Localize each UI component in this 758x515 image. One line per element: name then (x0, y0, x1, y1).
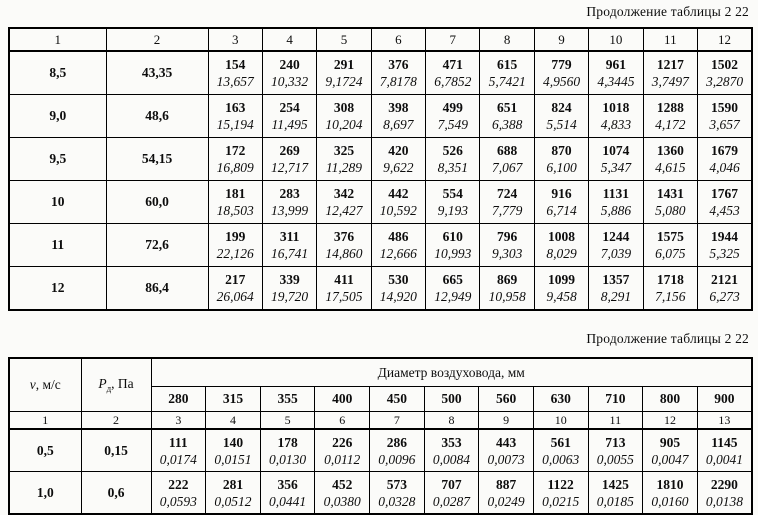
flow-loss-cell: 217 26,064 (208, 267, 262, 311)
diameter-header-cell: 280 (151, 387, 206, 412)
velocity-cell: 10 (9, 181, 106, 224)
diameter-header-cell: 630 (533, 387, 588, 412)
flow-loss-cell: 2121 6,273 (698, 267, 752, 311)
column-number-cell: 12 (643, 412, 698, 430)
flow-loss-cell: 376 14,860 (317, 224, 371, 267)
column-number-cell: 3 (151, 412, 206, 430)
pressure-cell: 0,6 (81, 472, 151, 515)
flow-loss-cell: 353 0,0084 (424, 429, 479, 472)
column-number-cell: 11 (643, 28, 697, 51)
flow-loss-cell: 554 9,193 (426, 181, 480, 224)
pressure-cell: 86,4 (106, 267, 208, 311)
column-number-row (9, 28, 752, 51)
table1-data-row (9, 138, 752, 181)
duct-table-lower (8, 357, 753, 515)
flow-loss-cell: 199 22,126 (208, 224, 262, 267)
column-number-cell: 4 (206, 412, 261, 430)
flow-loss-cell: 779 4,9560 (534, 51, 588, 95)
table2-data-row (9, 429, 752, 472)
column-number-cell: 8 (424, 412, 479, 430)
flow-loss-cell: 339 19,720 (262, 267, 316, 311)
flow-loss-cell: 1575 6,075 (643, 224, 697, 267)
flow-loss-cell: 573 0,0328 (370, 472, 425, 515)
flow-loss-cell: 398 8,697 (371, 95, 425, 138)
table-continuation-caption-2: Продолжение таблицы 2 22 (586, 331, 749, 346)
flow-loss-cell: 452 0,0380 (315, 472, 370, 515)
pressure-cell: 54,15 (106, 138, 208, 181)
flow-loss-cell: 269 12,717 (262, 138, 316, 181)
column-number-cell: 5 (260, 412, 315, 430)
table-continuation-caption-1: Продолжение таблицы 2 22 (586, 4, 749, 19)
duct-table-upper (8, 27, 753, 311)
flow-loss-cell: 442 10,592 (371, 181, 425, 224)
column-number-cell: 2 (106, 28, 208, 51)
diameter-span-header: Диаметр воздуховода, мм (151, 358, 752, 387)
column-number-cell: 3 (208, 28, 262, 51)
flow-loss-cell: 713 0,0055 (588, 429, 643, 472)
flow-loss-cell: 824 5,514 (534, 95, 588, 138)
pressure-cell: 43,35 (106, 51, 208, 95)
flow-loss-cell: 651 6,388 (480, 95, 534, 138)
velocity-cell: 1,0 (9, 472, 81, 515)
flow-loss-cell: 530 14,920 (371, 267, 425, 311)
column-number-cell: 4 (262, 28, 316, 51)
flow-loss-cell: 283 13,999 (262, 181, 316, 224)
table1-data-row (9, 95, 752, 138)
velocity-symbol: v (29, 377, 36, 392)
flow-loss-cell: 870 6,100 (534, 138, 588, 181)
table1-data-row (9, 181, 752, 224)
flow-loss-cell: 222 0,0593 (151, 472, 206, 515)
flow-loss-cell: 1357 8,291 (589, 267, 643, 311)
flow-loss-cell: 526 8,351 (426, 138, 480, 181)
table1-data-row (9, 51, 752, 95)
pressure-subscript: д (106, 383, 112, 394)
flow-loss-cell: 1718 7,156 (643, 267, 697, 311)
flow-loss-cell: 325 11,289 (317, 138, 371, 181)
flow-loss-cell: 281 0,0512 (206, 472, 261, 515)
column-number-cell: 7 (370, 412, 425, 430)
velocity-cell: 8,5 (9, 51, 106, 95)
column-number-cell: 12 (698, 28, 752, 51)
flow-loss-cell: 724 7,779 (480, 181, 534, 224)
flow-loss-cell: 1590 3,657 (698, 95, 752, 138)
flow-loss-cell: 688 7,067 (480, 138, 534, 181)
column-number-cell: 10 (589, 28, 643, 51)
flow-loss-cell: 2290 0,0138 (697, 472, 752, 515)
flow-loss-cell: 376 7,8178 (371, 51, 425, 95)
flow-loss-cell: 561 0,0063 (533, 429, 588, 472)
velocity-cell: 9,5 (9, 138, 106, 181)
flow-loss-cell: 1425 0,0185 (588, 472, 643, 515)
pressure-cell: 0,15 (81, 429, 151, 472)
flow-loss-cell: 1944 5,325 (698, 224, 752, 267)
flow-loss-cell: 443 0,0073 (479, 429, 534, 472)
flow-loss-cell: 181 18,503 (208, 181, 262, 224)
table2-body (9, 358, 752, 514)
column-number-cell: 11 (588, 412, 643, 430)
flow-loss-cell: 178 0,0130 (260, 429, 315, 472)
flow-loss-cell: 420 9,622 (371, 138, 425, 181)
flow-loss-cell: 916 6,714 (534, 181, 588, 224)
flow-loss-cell: 1122 0,0215 (533, 472, 588, 515)
flow-loss-cell: 610 10,993 (426, 224, 480, 267)
flow-loss-cell: 615 5,7421 (480, 51, 534, 95)
column-number-cell: 6 (371, 28, 425, 51)
velocity-cell: 9,0 (9, 95, 106, 138)
flow-loss-cell: 1679 4,046 (698, 138, 752, 181)
flow-loss-cell: 311 16,741 (262, 224, 316, 267)
column-number-cell: 9 (479, 412, 534, 430)
flow-loss-cell: 707 0,0287 (424, 472, 479, 515)
flow-loss-cell: 1431 5,080 (643, 181, 697, 224)
flow-loss-cell: 1767 4,453 (698, 181, 752, 224)
flow-loss-cell: 905 0,0047 (643, 429, 698, 472)
diameter-header-cell: 400 (315, 387, 370, 412)
flow-loss-cell: 163 15,194 (208, 95, 262, 138)
flow-loss-cell: 961 4,3445 (589, 51, 643, 95)
table2-header-row (9, 358, 752, 387)
pressure-header-cell (81, 358, 151, 412)
velocity-cell: 11 (9, 224, 106, 267)
flow-loss-cell: 140 0,0151 (206, 429, 261, 472)
flow-loss-cell: 1288 4,172 (643, 95, 697, 138)
flow-loss-cell: 869 10,958 (480, 267, 534, 311)
flow-loss-cell: 308 10,204 (317, 95, 371, 138)
pressure-symbol: P (98, 376, 107, 392)
flow-loss-cell: 172 16,809 (208, 138, 262, 181)
column-number-cell: 7 (426, 28, 480, 51)
column-number-cell: 2 (81, 412, 151, 430)
flow-loss-cell: 1008 8,029 (534, 224, 588, 267)
flow-loss-cell: 1074 5,347 (589, 138, 643, 181)
column-number-cell: 10 (533, 412, 588, 430)
flow-loss-cell: 154 13,657 (208, 51, 262, 95)
flow-loss-cell: 499 7,549 (426, 95, 480, 138)
diameter-header-cell: 900 (697, 387, 752, 412)
table1-data-row (9, 224, 752, 267)
pressure-cell: 60,0 (106, 181, 208, 224)
pressure-cell: 48,6 (106, 95, 208, 138)
flow-loss-cell: 1502 3,2870 (698, 51, 752, 95)
flow-loss-cell: 486 12,666 (371, 224, 425, 267)
diameter-header-cell: 500 (424, 387, 479, 412)
pressure-cell: 72,6 (106, 224, 208, 267)
flow-loss-cell: 286 0,0096 (370, 429, 425, 472)
flow-loss-cell: 356 0,0441 (260, 472, 315, 515)
flow-loss-cell: 887 0,0249 (479, 472, 534, 515)
velocity-cell: 0,5 (9, 429, 81, 472)
pressure-units: , Па (111, 376, 134, 392)
column-number-cell: 13 (697, 412, 752, 430)
column-number-cell: 5 (317, 28, 371, 51)
column-number-cell: 6 (315, 412, 370, 430)
flow-loss-cell: 1018 4,833 (589, 95, 643, 138)
flow-loss-cell: 254 11,495 (262, 95, 316, 138)
flow-loss-cell: 471 6,7852 (426, 51, 480, 95)
flow-loss-cell: 226 0,0112 (315, 429, 370, 472)
flow-loss-cell: 1131 5,886 (589, 181, 643, 224)
flow-loss-cell: 1217 3,7497 (643, 51, 697, 95)
flow-loss-cell: 796 9,303 (480, 224, 534, 267)
flow-loss-cell: 665 12,949 (426, 267, 480, 311)
flow-loss-cell: 1810 0,0160 (643, 472, 698, 515)
column-number-cell: 1 (9, 412, 81, 430)
diameter-header-cell: 450 (370, 387, 425, 412)
diameter-header-cell: 560 (479, 387, 534, 412)
flow-loss-cell: 1244 7,039 (589, 224, 643, 267)
flow-loss-cell: 1145 0,0041 (697, 429, 752, 472)
velocity-cell: 12 (9, 267, 106, 311)
flow-loss-cell: 291 9,1724 (317, 51, 371, 95)
column-number-cell: 8 (480, 28, 534, 51)
diameter-header-cell: 355 (260, 387, 315, 412)
column-number-row (9, 412, 752, 430)
velocity-header-cell (9, 358, 81, 412)
table2-data-row (9, 472, 752, 515)
column-number-cell: 9 (534, 28, 588, 51)
diameter-header-cell: 710 (588, 387, 643, 412)
diameter-header-cell: 315 (206, 387, 261, 412)
velocity-units: , м/с (35, 377, 61, 392)
table1-body (9, 28, 752, 310)
flow-loss-cell: 1099 9,458 (534, 267, 588, 311)
flow-loss-cell: 411 17,505 (317, 267, 371, 311)
table1-data-row (9, 267, 752, 311)
column-number-cell: 1 (9, 28, 106, 51)
flow-loss-cell: 240 10,332 (262, 51, 316, 95)
flow-loss-cell: 342 12,427 (317, 181, 371, 224)
diameter-header-cell: 800 (643, 387, 698, 412)
flow-loss-cell: 111 0,0174 (151, 429, 206, 472)
flow-loss-cell: 1360 4,615 (643, 138, 697, 181)
